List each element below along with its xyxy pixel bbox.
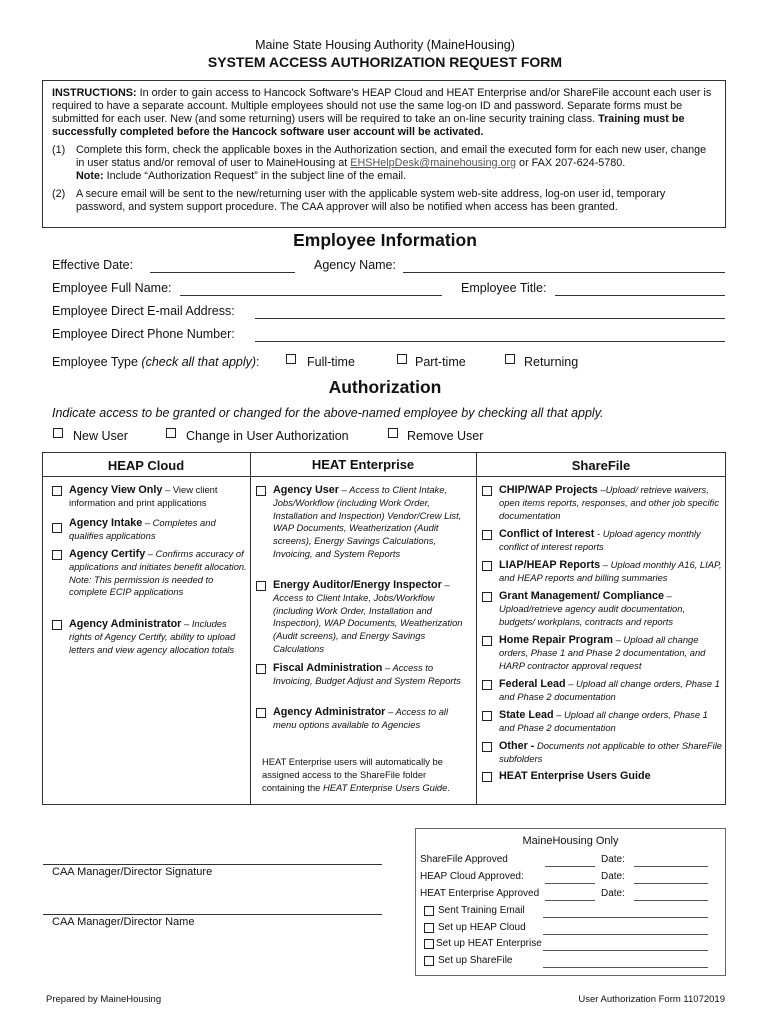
sf-approved-date-field[interactable]: [634, 866, 708, 867]
mh-only-title: MaineHousing Only: [522, 835, 619, 847]
email-label: Employee Direct E-mail Address:: [52, 304, 235, 318]
phone-label: Employee Direct Phone Number:: [52, 327, 235, 341]
instruction-item-2: (2) A secure email will be sent to the new/returning user with the applicable system web-site address, log-on user id, temporary password, and system support procedure. The CAA approver will also be notified when access has been granted.: [52, 188, 666, 213]
heap-view-only-option[interactable]: Agency View Only – View client information and print applications: [52, 484, 247, 510]
full-time-checkbox[interactable]: [286, 354, 296, 364]
footer-prepared-by: Prepared by MaineHousing: [46, 994, 162, 1005]
footer-form-id: User Authorization Form 11072019: [578, 994, 725, 1005]
helpdesk-email-link[interactable]: EHSHelpDesk@mainehousing.org: [350, 157, 517, 169]
returning-checkbox[interactable]: [505, 354, 515, 364]
heat-fiscal-checkbox[interactable]: [256, 664, 266, 674]
sf-other-option[interactable]: Other - Documents not applicable to other ShareFile subfolders: [482, 740, 722, 766]
full-name-label: Employee Full Name:: [52, 281, 172, 295]
employee-info-title: Employee Information: [293, 230, 477, 250]
heat-agency-user-option[interactable]: Agency User – Access to Client Intake, Jobs/Workflow (including Work Order, Installation and Inspection) Vendor/Crew List, WAP Documents, Weatherization (Audit screens), Energy Savings Calculations, Invoicing, and System Reports: [256, 484, 472, 561]
employee-type-label: Employee Type (check all that apply):: [52, 355, 260, 369]
heat-auditor-option[interactable]: Energy Auditor/Energy Inspector – Access to Client Intake, Jobs/Workflow (including Work Order, Installation and Inspection), WAP Documents, Weatherization (Audit screens), and Energy Savings Calculations: [256, 579, 472, 656]
heat-enterprise-header: HEAT Enterprise: [311, 457, 415, 472]
instructions-bold: Training must be successfully completed before the Hancock software user account will be activated.: [52, 113, 685, 138]
sf-home-repair-option[interactable]: Home Repair Program – Upload all change orders, Phase 1 and Phase 2 documentation, and HARP contractor approval request: [482, 634, 722, 672]
heat-admin-checkbox[interactable]: [256, 708, 266, 718]
form-title: SYSTEM ACCESS AUTHORIZATION REQUEST FORM: [207, 54, 563, 70]
heap-certify-checkbox[interactable]: [52, 550, 62, 560]
full-name-field[interactable]: [180, 295, 442, 296]
training-email-checkbox[interactable]: [424, 906, 434, 916]
sf-liap-heap-option[interactable]: LIAP/HEAP Reports – Upload monthly A16, LIAP, and HEAP reports and billing summaries: [482, 559, 722, 585]
sf-chip-wap-option[interactable]: CHIP/WAP Projects –Upload/ retrieve waivers, open items reports, responses, and other job specific documentation: [482, 484, 722, 522]
sf-conflict-option[interactable]: Conflict of Interest - Upload agency monthly conflict of interest reports: [482, 528, 722, 554]
heap-admin-option[interactable]: Agency Administrator – Includes rights of Agency Certify, ability to upload letters and view agency allocation totals: [52, 618, 247, 656]
change-authorization-checkbox[interactable]: [166, 428, 176, 438]
grid-divider: [476, 452, 477, 805]
employee-title-label: Employee Title:: [461, 281, 547, 295]
sf-state-lead-checkbox[interactable]: [482, 711, 492, 721]
heat-fiscal-option[interactable]: Fiscal Administration – Access to Invoicing, Budget Adjust and System Reports: [256, 662, 472, 688]
change-authorization-label: Change in User Authorization: [186, 429, 349, 443]
sf-federal-lead-checkbox[interactable]: [482, 680, 492, 690]
heap-approved-date-label: Date:: [601, 871, 625, 882]
setup-heap-checkbox[interactable]: [424, 923, 434, 933]
part-time-checkbox[interactable]: [397, 354, 407, 364]
signature-line[interactable]: [43, 864, 382, 865]
manager-name-label: CAA Manager/Director Name: [52, 916, 195, 928]
returning-label: Returning: [524, 355, 579, 369]
authorization-instruction: Indicate access to be granted or changed for the above-named employee by checking all that apply.: [52, 406, 604, 420]
sf-home-repair-checkbox[interactable]: [482, 636, 492, 646]
effective-date-label: Effective Date:: [52, 258, 134, 272]
sf-users-guide-option[interactable]: HEAT Enterprise Users Guide: [482, 770, 722, 786]
heap-approved-date-field[interactable]: [634, 883, 708, 884]
heat-approved-label: HEAT Enterprise Approved: [420, 888, 540, 899]
sf-grant-option[interactable]: Grant Management/ Compliance – Upload/retrieve agency audit documentation, budgets/ workplans, contracts and reports: [482, 590, 722, 628]
agency-name-label: Agency Name:: [314, 258, 396, 272]
sf-liap-heap-checkbox[interactable]: [482, 561, 492, 571]
part-time-label: Part-time: [415, 355, 466, 369]
remove-user-checkbox[interactable]: [388, 428, 398, 438]
heat-admin-option[interactable]: Agency Administrator – Access to all menu options available to Agencies: [256, 706, 472, 732]
signature-label: CAA Manager/Director Signature: [52, 866, 213, 878]
setup-heap-label: Set up HEAP Cloud: [438, 922, 526, 933]
training-email-line[interactable]: [543, 917, 708, 918]
authorization-title: Authorization: [328, 377, 442, 397]
heat-approved-date-field[interactable]: [634, 900, 708, 901]
setup-heap-line[interactable]: [543, 934, 708, 935]
instructions-body: In order to gain access to Hancock Software’s HEAP Cloud and HEAT Enterprise and/or ShareFile account each user is required to have a separate account. Multiple employees should not use the same log-on ID and password. Separate forms must be submitted for each user. New (and some returning) users will be required to take an on-line security training class.: [52, 87, 712, 125]
sf-approved-label: ShareFile Approved: [420, 854, 508, 865]
sf-conflict-checkbox[interactable]: [482, 530, 492, 540]
setup-heat-line[interactable]: [543, 950, 708, 951]
sharefile-header: ShareFile: [571, 458, 631, 473]
heat-approved-date-label: Date:: [601, 888, 625, 899]
training-email-label: Sent Training Email: [438, 905, 525, 916]
full-time-label: Full-time: [307, 355, 355, 369]
remove-user-label: Remove User: [407, 429, 484, 443]
setup-sharefile-line[interactable]: [543, 967, 708, 968]
instructions-lead: INSTRUCTIONS:: [52, 87, 137, 99]
org-name: Maine State Housing Authority (MaineHousing): [255, 38, 515, 52]
new-user-label: New User: [73, 429, 128, 443]
instructions-box: [42, 80, 726, 228]
heap-intake-checkbox[interactable]: [52, 523, 62, 533]
heap-intake-option[interactable]: Agency Intake – Completes and qualifies applications: [52, 517, 247, 543]
new-user-checkbox[interactable]: [53, 428, 63, 438]
sf-grant-checkbox[interactable]: [482, 592, 492, 602]
heat-sharefile-note: HEAT Enterprise users will automatically be assigned access to the ShareFile folder containing the HEAT Enterprise Users Guide.: [262, 756, 450, 793]
effective-date-field[interactable]: [150, 272, 295, 273]
setup-sharefile-label: Set up ShareFile: [438, 955, 513, 966]
heap-approved-field[interactable]: [545, 883, 595, 884]
heap-admin-checkbox[interactable]: [52, 620, 62, 630]
email-field[interactable]: [255, 318, 725, 319]
employee-title-field[interactable]: [555, 295, 725, 296]
heap-view-only-checkbox[interactable]: [52, 486, 62, 496]
heap-certify-option[interactable]: Agency Certify – Confirms accuracy of applications and initiates benefit allocation. Note: This permission is needed to complete ECIP applications: [52, 548, 247, 599]
setup-sharefile-checkbox[interactable]: [424, 956, 434, 966]
setup-heat-checkbox[interactable]: [424, 939, 434, 949]
sf-federal-lead-option[interactable]: Federal Lead – Upload all change orders, Phase 1 and Phase 2 documentation: [482, 678, 722, 704]
phone-field[interactable]: [255, 341, 725, 342]
sf-state-lead-option[interactable]: State Lead – Upload all change orders, Phase 1 and Phase 2 documentation: [482, 709, 722, 735]
heat-auditor-checkbox[interactable]: [256, 581, 266, 591]
manager-name-line[interactable]: [43, 914, 382, 915]
agency-name-field[interactable]: [403, 272, 725, 273]
heap-approved-label: HEAP Cloud Approved:: [420, 871, 524, 882]
heap-cloud-header: HEAP Cloud: [107, 458, 185, 473]
heat-approved-field[interactable]: [545, 900, 595, 901]
instruction-item-1: (1) Complete this form, check the applicable boxes in the Authorization section, and email the executed form for each new user, change in user status and/or removal of user to MaineHousing at EHSHelpDesk@mainehousing.org or FAX 207-624-5780. Note: Include “Authorization Request” in the subject line of the email.: [52, 144, 707, 182]
sf-other-checkbox[interactable]: [482, 742, 492, 752]
heat-agency-user-checkbox[interactable]: [256, 486, 266, 496]
sf-users-guide-checkbox[interactable]: [482, 772, 492, 782]
sf-approved-date-label: Date:: [601, 854, 625, 865]
grid-header-divider: [42, 476, 726, 477]
sf-chip-wap-checkbox[interactable]: [482, 486, 492, 496]
sf-approved-field[interactable]: [545, 866, 595, 867]
mainehousing-only-box: [415, 828, 726, 976]
grid-divider: [250, 452, 251, 805]
setup-heat-label: Set up HEAT Enterprise: [436, 938, 542, 949]
